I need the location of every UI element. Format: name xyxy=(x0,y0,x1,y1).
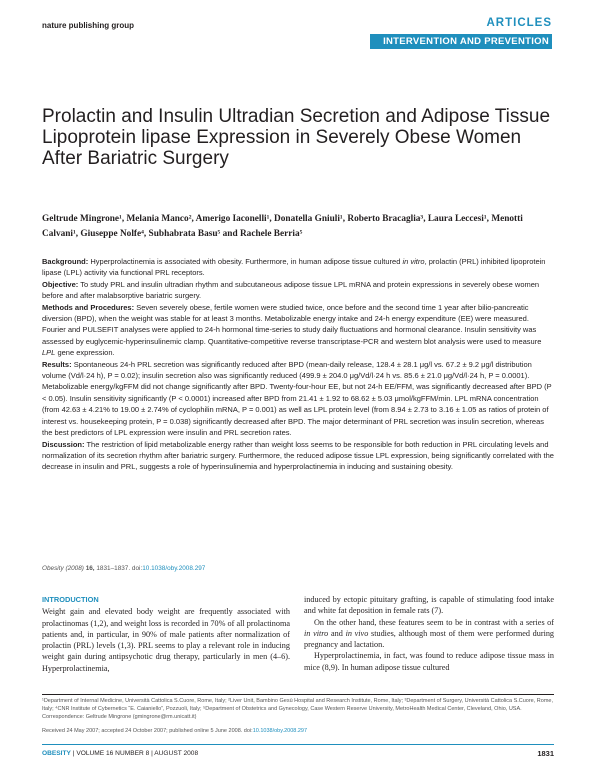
body-column-left xyxy=(42,594,290,674)
affiliations: ¹Department of Internal Medicine, Università Cattolica S.Cuore, Rome, Italy; ²Liver Unit, Bambino Gesù Hospital and Research Institute, Rome, Italy; ³Department of Surgery, Università Cattolica S.Cuore, Rome, Italy; ⁴CNR Institute of Cybernetics “E. Caianiello”, Pozzuoli, Italy; ⁵Department of Obstetrics and Gynecology, Case Western Reserve University, MetroHealth Medical Center, Cleveland, Ohio, USA. Correspondence: Geltrude Mingrone (gmingrone@rm.unicatt.it) xyxy=(42,698,553,721)
intro-paragraph-1: Weight gain and elevated body weight are frequently associated with prolactinomas (1,2), and weight loss is recorded in 70% of all prolactinoma patients and, in particular, in 90% of male patients after normalization of prolactin (PRL) levels (1,3). PRL seems to play a relevant role in inducing weight gain during antipsychotic drug therapy, particularly in men (4–6). Hyperprolactinemia, xyxy=(42,607,290,673)
results-label: Results: xyxy=(42,359,72,369)
publisher-name: nature publishing group xyxy=(42,21,134,30)
objective-text: To study PRL and insulin ultradian rhythm and subcutaneous adipose tissue LPL mRNA and protein expressions in severely obese women before and after malabsorptive bariatric surgery. xyxy=(42,279,540,301)
abstract-background xyxy=(42,256,554,279)
footer-issue: | VOLUME 16 NUMBER 8 | AUGUST 2008 xyxy=(72,750,199,757)
p2-italic-2: in vivo xyxy=(345,628,369,638)
intro-paragraph-1-continued: induced by ectopic pituitary grafting, is capable of stimulating food intake and white fat deposition in female rats (7). xyxy=(304,595,554,616)
abstract xyxy=(42,256,554,473)
background-italic: in vitro xyxy=(402,257,425,266)
abstract-methods xyxy=(42,302,554,359)
background-label: Background: xyxy=(42,257,89,266)
p2-italic-1: in vitro xyxy=(304,628,329,638)
body-column-right xyxy=(304,594,554,673)
footer-divider xyxy=(42,744,554,745)
intro-paragraph-2 xyxy=(304,617,554,651)
received-text: Received 24 May 2007; accepted 24 October 2007; published online 5 June 2008. doi: xyxy=(42,728,253,734)
p2-text-3: studies, although most of them were performed during pregnancy and lactation. xyxy=(304,628,555,650)
intro-paragraph-3: Hyperprolactinemia, in fact, was found to reduce adipose tissue mass in mice (8,9). In human adipose tissue cultured xyxy=(304,651,554,672)
p2-text-2: and xyxy=(331,628,343,638)
objective-label: Objective: xyxy=(42,279,79,289)
subsection-band: INTERVENTION AND PREVENTION xyxy=(370,34,552,49)
methods-text: Seven severely obese, fertile women were studied twice, once before and the second time 1 year after bilio-pancreatic diversion (BPD), when the weight was stable for at least 3 months. Metabolizable energy intake and 24-h energy expenditure (EE) were measured. Fourier and PULSEFIT analyses were applied to 24-h hormonal time-series to study daily fluctuations and hormonal clearance. Insulin sensitivity was assessed by euglycemic-hyperinsulinemic clamp. Quantitative-competitive reverse transcriptase-PCR and western blot analysis were used to measure xyxy=(42,302,542,346)
received-doi-link[interactable]: 10.1038/oby.2008.297 xyxy=(252,728,308,734)
received-dates xyxy=(42,728,554,734)
methods-text-end: gene expression. xyxy=(57,348,115,358)
citation-doi-link[interactable]: 10.1038/oby.2008.297 xyxy=(142,565,206,572)
discussion-label: Discussion: xyxy=(42,439,85,449)
author-list: Geltrude Mingrone¹, Melania Manco², Amerigo Iaconelli¹, Donatella Gniuli¹, Roberto Bracaglia³, Laura Leccesi¹, Menotti Calvani¹, Giuseppe Nolfe⁴, Subhabrata Basu⁵ and Rachele Berria⁵ xyxy=(42,214,523,239)
abstract-discussion xyxy=(42,439,554,473)
citation-volume: 16, xyxy=(85,565,95,572)
page-footer xyxy=(42,750,554,757)
citation-journal: Obesity (2008) xyxy=(42,565,84,572)
abstract-objective xyxy=(42,279,554,302)
p2-text: On the other hand, these features seem to be in contrast with a series of xyxy=(314,617,554,627)
methods-label: Methods and Procedures: xyxy=(42,302,135,312)
methods-italic: LPL xyxy=(42,348,56,358)
section-label: ARTICLES xyxy=(486,17,552,29)
section-heading-introduction: INTRODUCTION xyxy=(42,595,99,604)
discussion-text: The restriction of lipid metabolizable energy rather than weight loss seems to be responsible for both reduction in PRL circulating levels and normalization of its secretion rhythm after bariatric surgery. Furthermore, the reduced adipose tissue LPL expression, being significantly correlated with the decrease in insulin and PRL, suggests a role of hyperinsulinemia and hyperprolactinemia in inducing and sustaining obesity. xyxy=(42,439,554,472)
footer-journal: OBESITY xyxy=(42,750,71,757)
citation-line xyxy=(42,565,554,572)
page-number: 1831 xyxy=(537,749,554,758)
citation-pages: 1831–1837. doi: xyxy=(96,565,143,572)
abstract-results xyxy=(42,359,554,439)
background-text-end: , prolactin (PRL) inhibited lipoprotein lipase (LPL) activity via functional PRL receptors. xyxy=(42,257,546,278)
background-text: Hyperprolactinemia is associated with obesity. Furthermore, in human adipose tissue cultured xyxy=(90,257,401,266)
article-title: Prolactin and Insulin Ultradian Secretion and Adipose Tissue Lipoprotein lipase Expression in Severely Obese Women After Bariatric Surgery xyxy=(42,106,551,169)
footnote-divider xyxy=(42,694,554,695)
results-text: Spontaneous 24-h PRL secretion was significantly reduced after BPD (mean-daily release, 128.4 ± 28.1 μg/l vs. 67.2 ± 9.2 μg/l distribution volume (Vd/l·24 h), P = 0.02); insulin secretion also was significantly reduced (499.9 ± 204.0 μg/Vd/l·24 h vs. 85.6 ± 21.0 μg/Vd/l·24 h, P = 0.0001). Metabolizable energy/kgFFM did not change significantly after BPD. Twenty-four-hour EE, but not 24-h EE/FFM, was significantly decreased after BPD (P < 0.05). Insulin sensitivity significantly (P < 0.0001) increased after BPD from 21.41 ± 1.92 to 68.62 ± 5.03 μmol/kgFFM/min. LPL mRNA concentration (from 42.63 ± 4.21% to 19.00 ± 2.74% of cyclophilin mRNA, P = 0.001) as well as LPL protein level (from 8.94 ± 2.73 to 3.16 ± 1.05 as ratios of protein of interest vs. housekeeping protein, P = 0.038) significantly decreased after BPD. The major determinant of PRL secretion was insulin secretion, whereas the best predictors of LPL expression were insulin and PRL secretion rates. xyxy=(42,359,552,438)
